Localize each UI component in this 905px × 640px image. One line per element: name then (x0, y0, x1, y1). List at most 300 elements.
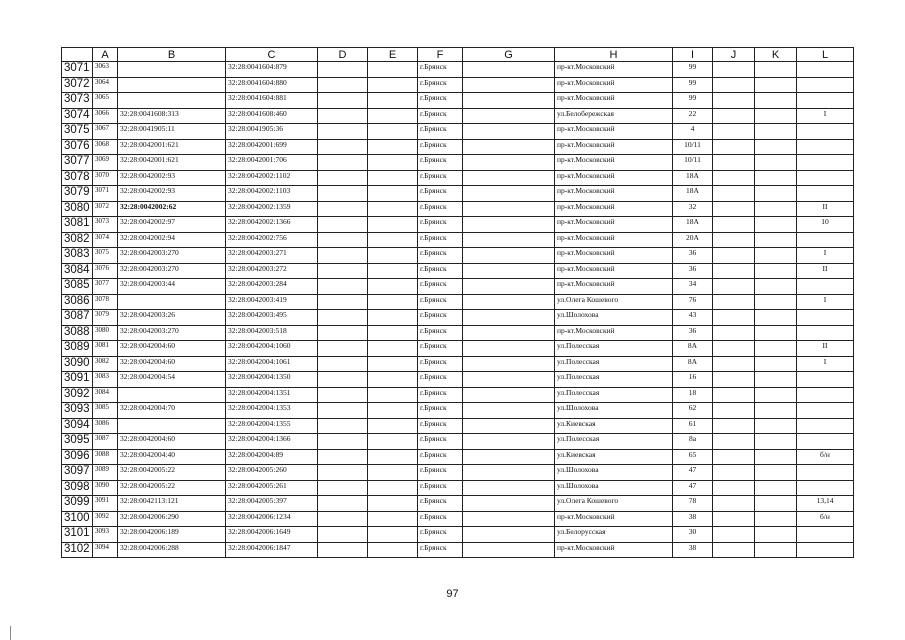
cell-b (118, 93, 226, 109)
cell-h: пр-кт.Московский (555, 124, 673, 140)
cell-l: I (797, 294, 854, 310)
cell-i: 76 (673, 294, 713, 310)
cell-c: 32:28:0042003:272 (226, 263, 318, 279)
table-row (62, 527, 854, 543)
cell-e (368, 542, 418, 558)
cell-f: г.Брянск (418, 496, 463, 512)
cell-h: ул.Шолохова (555, 480, 673, 496)
row-number: 3076 (62, 139, 93, 155)
cell-b: 32:28:0042004:60 (118, 341, 226, 357)
cell-j (713, 155, 755, 171)
cell-j (713, 511, 755, 527)
cell-d (318, 310, 368, 326)
cell-a: 3088 (93, 449, 118, 465)
cell-i: 30 (673, 527, 713, 543)
cell-g (463, 465, 555, 481)
cell-i: 18А (673, 170, 713, 186)
cell-k (755, 155, 797, 171)
cell-h: пр-кт.Московский (555, 93, 673, 109)
cell-f: г.Брянск (418, 294, 463, 310)
cell-k (755, 62, 797, 78)
cell-a: 3069 (93, 155, 118, 171)
cell-j (713, 186, 755, 202)
row-number: 3081 (62, 217, 93, 233)
cell-c: 32:28:0042004:1366 (226, 434, 318, 450)
cell-f: г.Брянск (418, 480, 463, 496)
cell-e (368, 310, 418, 326)
cell-h: пр-кт.Московский (555, 77, 673, 93)
cell-e (368, 449, 418, 465)
row-number: 3074 (62, 108, 93, 124)
cell-d (318, 124, 368, 140)
cell-e (368, 108, 418, 124)
cell-d (318, 356, 368, 372)
table-row (62, 511, 854, 527)
row-number: 3091 (62, 372, 93, 388)
cell-c: 32:28:0042006:1234 (226, 511, 318, 527)
cell-b: 32:28:0042005:22 (118, 465, 226, 481)
cell-k (755, 124, 797, 140)
cell-e (368, 232, 418, 248)
cell-b: 32:28:0042003:270 (118, 263, 226, 279)
cell-d (318, 232, 368, 248)
cell-l: б/н (797, 449, 854, 465)
cell-l (797, 372, 854, 388)
cell-h: пр-кт.Московский (555, 62, 673, 78)
cell-a: 3093 (93, 527, 118, 543)
table-row (62, 186, 854, 202)
cell-b: 32:28:0042002:62 (118, 201, 226, 217)
cell-a: 3070 (93, 170, 118, 186)
cell-a: 3065 (93, 93, 118, 109)
cell-l: б/н (797, 511, 854, 527)
cell-k (755, 403, 797, 419)
cell-c: 32:28:0042002:1359 (226, 201, 318, 217)
cell-i: 10/11 (673, 155, 713, 171)
cell-i: 4 (673, 124, 713, 140)
cell-j (713, 434, 755, 450)
cell-d (318, 93, 368, 109)
cell-k (755, 434, 797, 450)
cell-f: г.Брянск (418, 372, 463, 388)
cell-f: г.Брянск (418, 449, 463, 465)
cell-a: 3073 (93, 217, 118, 233)
cell-g (463, 480, 555, 496)
cell-c: 32:28:0041608:460 (226, 108, 318, 124)
cell-h: пр-кт.Московский (555, 155, 673, 171)
cell-b (118, 387, 226, 403)
cell-a: 3074 (93, 232, 118, 248)
cell-g (463, 341, 555, 357)
cell-b: 32:28:0042004:60 (118, 434, 226, 450)
cell-i: 34 (673, 279, 713, 295)
cell-c: 32:28:0042006:1847 (226, 542, 318, 558)
cell-d (318, 387, 368, 403)
column-header-j: J (713, 48, 755, 62)
cell-f: г.Брянск (418, 465, 463, 481)
column-header-d: D (318, 48, 368, 62)
cell-i: 65 (673, 449, 713, 465)
cell-b (118, 294, 226, 310)
cell-f: г.Брянск (418, 186, 463, 202)
cell-l (797, 542, 854, 558)
cell-k (755, 310, 797, 326)
cell-h: пр-кт.Московский (555, 232, 673, 248)
cell-h: пр-кт.Московский (555, 186, 673, 202)
cell-e (368, 62, 418, 78)
cell-e (368, 155, 418, 171)
cell-j (713, 480, 755, 496)
cell-f: г.Брянск (418, 387, 463, 403)
cell-a: 3083 (93, 372, 118, 388)
cell-b: 32:28:0042006:290 (118, 511, 226, 527)
cell-g (463, 263, 555, 279)
cell-g (463, 403, 555, 419)
cell-a: 3079 (93, 310, 118, 326)
cell-k (755, 263, 797, 279)
cell-j (713, 170, 755, 186)
cell-g (463, 449, 555, 465)
cell-g (463, 496, 555, 512)
cell-k (755, 372, 797, 388)
cell-k (755, 93, 797, 109)
cell-b: 32:28:0042002:93 (118, 186, 226, 202)
cell-d (318, 279, 368, 295)
cell-j (713, 325, 755, 341)
cell-g (463, 294, 555, 310)
table-row (62, 325, 854, 341)
table-row (62, 403, 854, 419)
table-row (62, 77, 854, 93)
cell-f: г.Брянск (418, 93, 463, 109)
cell-f: г.Брянск (418, 77, 463, 93)
cell-l: 13,14 (797, 496, 854, 512)
column-header-b: B (118, 48, 226, 62)
cell-a: 3064 (93, 77, 118, 93)
cell-b: 32:28:0042003:270 (118, 325, 226, 341)
column-header-row (62, 48, 854, 62)
cell-g (463, 186, 555, 202)
column-header-g: G (463, 48, 555, 62)
table-row (62, 108, 854, 124)
cell-a: 3075 (93, 248, 118, 264)
cell-f: г.Брянск (418, 108, 463, 124)
cell-k (755, 418, 797, 434)
cell-d (318, 496, 368, 512)
cell-i: 47 (673, 480, 713, 496)
cell-a: 3090 (93, 480, 118, 496)
cell-c: 32:28:0042002:1366 (226, 217, 318, 233)
cell-j (713, 356, 755, 372)
cell-l (797, 279, 854, 295)
cell-g (463, 279, 555, 295)
cell-a: 3076 (93, 263, 118, 279)
cell-f: г.Брянск (418, 170, 463, 186)
cell-c: 32:28:0042004:1351 (226, 387, 318, 403)
cell-k (755, 77, 797, 93)
cell-e (368, 93, 418, 109)
cell-i: 8А (673, 356, 713, 372)
cell-l (797, 124, 854, 140)
cell-k (755, 139, 797, 155)
cell-h: пр-кт.Московский (555, 170, 673, 186)
cell-i: 99 (673, 62, 713, 78)
cell-j (713, 232, 755, 248)
cell-f: г.Брянск (418, 434, 463, 450)
cell-i: 18А (673, 217, 713, 233)
cell-l (797, 403, 854, 419)
cell-i: 99 (673, 93, 713, 109)
cell-h: ул.Полесская (555, 341, 673, 357)
cell-e (368, 527, 418, 543)
row-number: 3098 (62, 480, 93, 496)
cell-j (713, 403, 755, 419)
cell-l: II (797, 201, 854, 217)
cell-d (318, 434, 368, 450)
table-row (62, 279, 854, 295)
cell-a: 3068 (93, 139, 118, 155)
cell-b: 32:28:0042001:621 (118, 139, 226, 155)
cell-d (318, 542, 368, 558)
cell-a: 3081 (93, 341, 118, 357)
cell-h: ул.Киевская (555, 418, 673, 434)
cell-h: ул.Киевская (555, 449, 673, 465)
table-row (62, 155, 854, 171)
page-number: 97 (446, 588, 459, 600)
cell-g (463, 325, 555, 341)
table-row (62, 93, 854, 109)
cell-h: пр-кт.Московский (555, 201, 673, 217)
cell-g (463, 201, 555, 217)
cell-d (318, 480, 368, 496)
cell-i: 36 (673, 248, 713, 264)
cell-k (755, 341, 797, 357)
cell-c: 32:28:0042006:1649 (226, 527, 318, 543)
cell-a: 3067 (93, 124, 118, 140)
table-row (62, 248, 854, 264)
cell-f: г.Брянск (418, 248, 463, 264)
row-number: 3078 (62, 170, 93, 186)
column-header-e: E (368, 48, 418, 62)
cell-l (797, 434, 854, 450)
cell-j (713, 341, 755, 357)
cell-e (368, 294, 418, 310)
table-row (62, 356, 854, 372)
cell-g (463, 77, 555, 93)
cell-f: г.Брянск (418, 356, 463, 372)
cell-l (797, 310, 854, 326)
cell-b: 32:28:0042001:621 (118, 155, 226, 171)
row-number: 3083 (62, 248, 93, 264)
cell-c: 32:28:0042004:1353 (226, 403, 318, 419)
cell-l (797, 62, 854, 78)
cell-h: ул.Полесская (555, 356, 673, 372)
cell-d (318, 170, 368, 186)
cell-g (463, 527, 555, 543)
row-number: 3085 (62, 279, 93, 295)
cell-l (797, 527, 854, 543)
cell-h: пр-кт.Московский (555, 248, 673, 264)
row-number: 3072 (62, 77, 93, 93)
cell-b: 32:28:0042002:94 (118, 232, 226, 248)
cell-j (713, 542, 755, 558)
cell-e (368, 356, 418, 372)
cell-e (368, 186, 418, 202)
cell-a: 3087 (93, 434, 118, 450)
cell-j (713, 201, 755, 217)
row-number: 3082 (62, 232, 93, 248)
table-row (62, 341, 854, 357)
cell-a: 3094 (93, 542, 118, 558)
cell-a: 3086 (93, 418, 118, 434)
cell-f: г.Брянск (418, 310, 463, 326)
cell-h: пр-кт.Московский (555, 263, 673, 279)
cell-f: г.Брянск (418, 325, 463, 341)
cell-g (463, 108, 555, 124)
cell-d (318, 294, 368, 310)
cell-h: пр-кт.Московский (555, 325, 673, 341)
cell-b: 32:28:0042003:26 (118, 310, 226, 326)
cell-f: г.Брянск (418, 511, 463, 527)
cell-l: 10 (797, 217, 854, 233)
cell-e (368, 170, 418, 186)
cell-i: 78 (673, 496, 713, 512)
row-number: 3102 (62, 542, 93, 558)
cell-c: 32:28:0041604:879 (226, 62, 318, 78)
table-row (62, 387, 854, 403)
cell-k (755, 170, 797, 186)
cell-e (368, 124, 418, 140)
cell-j (713, 310, 755, 326)
cell-c: 32:28:0042003:271 (226, 248, 318, 264)
row-number: 3079 (62, 186, 93, 202)
cell-a: 3077 (93, 279, 118, 295)
cell-a: 3066 (93, 108, 118, 124)
cell-d (318, 108, 368, 124)
cell-d (318, 449, 368, 465)
cell-e (368, 511, 418, 527)
cell-a: 3078 (93, 294, 118, 310)
cell-b (118, 77, 226, 93)
cell-e (368, 418, 418, 434)
cell-g (463, 356, 555, 372)
row-number: 3089 (62, 341, 93, 357)
table-row (62, 372, 854, 388)
cell-g (463, 310, 555, 326)
cell-c: 32:28:0042005:260 (226, 465, 318, 481)
cell-k (755, 294, 797, 310)
cell-i: 20А (673, 232, 713, 248)
cell-a: 3089 (93, 465, 118, 481)
row-number: 3096 (62, 449, 93, 465)
cell-j (713, 279, 755, 295)
cell-c: 32:28:0042002:756 (226, 232, 318, 248)
cell-d (318, 77, 368, 93)
row-number: 3094 (62, 418, 93, 434)
cell-f: г.Брянск (418, 403, 463, 419)
cell-d (318, 155, 368, 171)
cell-l (797, 325, 854, 341)
cell-l (797, 155, 854, 171)
cell-e (368, 325, 418, 341)
cell-b: 32:28:0042006:189 (118, 527, 226, 543)
table-row (62, 201, 854, 217)
cell-e (368, 139, 418, 155)
column-header-l: L (797, 48, 854, 62)
cell-i: 36 (673, 263, 713, 279)
cell-g (463, 139, 555, 155)
table-row (62, 124, 854, 140)
cell-a: 3063 (93, 62, 118, 78)
cell-h: пр-кт.Московский (555, 279, 673, 295)
column-header-k: K (755, 48, 797, 62)
table-row (62, 217, 854, 233)
table-row (62, 496, 854, 512)
cell-h: пр-кт.Московский (555, 139, 673, 155)
cell-f: г.Брянск (418, 542, 463, 558)
cell-f: г.Брянск (418, 279, 463, 295)
cell-j (713, 217, 755, 233)
cell-e (368, 496, 418, 512)
cell-h: ул.Полесская (555, 372, 673, 388)
cell-a: 3091 (93, 496, 118, 512)
cell-f: г.Брянск (418, 217, 463, 233)
cell-e (368, 480, 418, 496)
cell-h: ул.Олега Кошевого (555, 496, 673, 512)
cell-g (463, 387, 555, 403)
cell-c: 32:28:0042004:1060 (226, 341, 318, 357)
cell-j (713, 62, 755, 78)
cell-h: ул.Олега Кошевого (555, 294, 673, 310)
cell-d (318, 263, 368, 279)
cell-b: 32:28:0042004:60 (118, 356, 226, 372)
table-row (62, 542, 854, 558)
cell-c: 32:28:0041604:881 (226, 93, 318, 109)
cell-f: г.Брянск (418, 418, 463, 434)
table-row (62, 294, 854, 310)
cell-h: ул.Белорусская (555, 527, 673, 543)
cell-j (713, 124, 755, 140)
cell-i: 43 (673, 310, 713, 326)
cell-h: ул.Шолохова (555, 403, 673, 419)
table-row (62, 480, 854, 496)
row-number: 3086 (62, 294, 93, 310)
cell-c: 32:28:0042004:1350 (226, 372, 318, 388)
cell-f: г.Брянск (418, 155, 463, 171)
cell-l (797, 232, 854, 248)
cell-e (368, 372, 418, 388)
cell-j (713, 263, 755, 279)
cell-h: пр-кт.Московский (555, 542, 673, 558)
table-row (62, 434, 854, 450)
cell-b: 32:28:0042004:40 (118, 449, 226, 465)
row-number: 3099 (62, 496, 93, 512)
cell-l (797, 139, 854, 155)
row-number: 3087 (62, 310, 93, 326)
scan-edge-mark (10, 626, 11, 640)
cell-f: г.Брянск (418, 527, 463, 543)
table-row (62, 310, 854, 326)
cell-b (118, 62, 226, 78)
cell-d (318, 201, 368, 217)
cell-k (755, 248, 797, 264)
cell-h: ул.Шолохова (555, 465, 673, 481)
cell-d (318, 403, 368, 419)
cell-b (118, 418, 226, 434)
cell-b: 32:28:0042004:70 (118, 403, 226, 419)
cell-i: 8А (673, 341, 713, 357)
row-number: 3101 (62, 527, 93, 543)
